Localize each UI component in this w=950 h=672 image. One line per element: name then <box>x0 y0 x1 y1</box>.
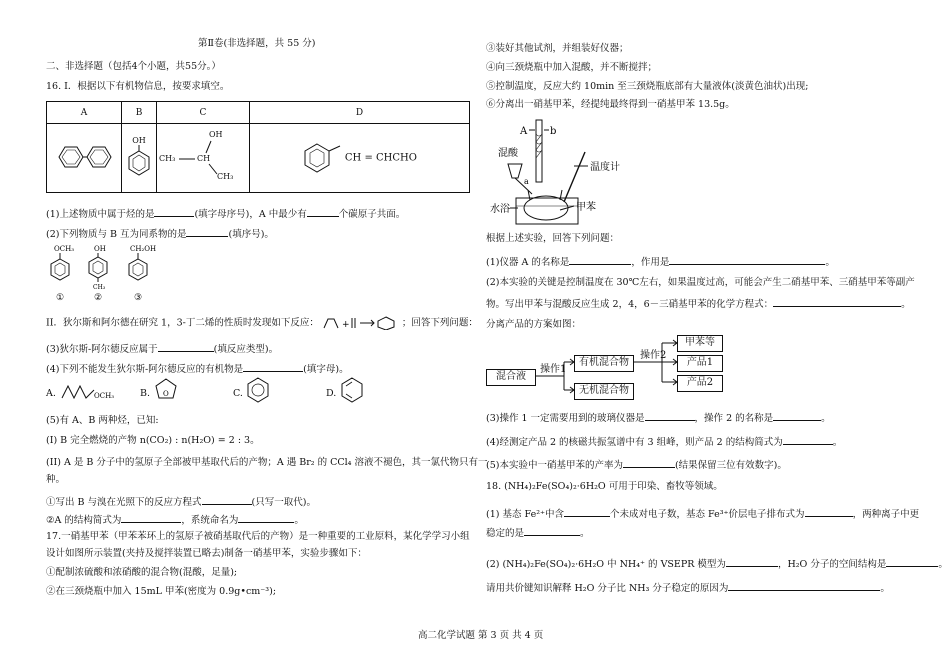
apparatus-diagram <box>490 114 640 226</box>
q17-intro-2: 设计如图所示装置(夹持及搅拌装置已略去)制备一硝基甲苯，实验步骤如下： <box>46 548 367 559</box>
apparatus-label-a: A <box>520 126 528 137</box>
q17-1-blank-2[interactable] <box>669 254 825 265</box>
q17-1-blank-1[interactable] <box>569 254 631 265</box>
m2-oh-label: OH <box>94 245 106 253</box>
molecule-d-cinnamaldehyde <box>250 124 470 193</box>
q17-2: (2)本实验的关键是控制温度在 30℃左右，如果温度过高，可能会产生二硝基甲苯、三硝基甲苯等副产 <box>486 277 915 288</box>
c-oh-label: OH <box>209 130 223 139</box>
q17-intro-1: 17.一硝基甲苯（甲苯苯环上的氢原子被硝基取代后的产物）是一种重要的工业原料，某化学学习小组 <box>46 531 470 542</box>
part-title: 第Ⅱ卷(非选择题，共 55 分) <box>198 38 316 49</box>
scheme-op2-label: 操作2 <box>640 350 667 361</box>
q16-3: (3)狄尔斯-阿尔德反应属于 (填反应类型)。 <box>46 341 278 356</box>
m2-number: ② <box>94 293 103 303</box>
diels-alder-reaction <box>322 316 402 330</box>
col-b-header: B <box>122 102 157 124</box>
cinnamaldehyde-chain: CH = CHCHO <box>344 152 417 164</box>
molecule-b-phenol <box>122 124 157 193</box>
svg-text:OCH₃: OCH₃ <box>94 392 115 400</box>
q17-step-5: ⑤控制温度，反应大约 10min 至三颈烧瓶底部有大量液体(淡黄色油状)出现; <box>486 81 809 92</box>
scheme-toluene-box: 甲苯等 <box>677 335 723 352</box>
scheme-op1-label: 操作1 <box>540 364 567 375</box>
q16-1-blank-2[interactable] <box>307 206 339 217</box>
section-title: 二、非选择题（包括4个小题，共55分。） <box>46 61 221 72</box>
phenol-oh-label: OH <box>132 136 146 145</box>
q16-4-option-a: A. <box>46 388 56 399</box>
q17-4: (4)经测定产品 2 的核磁共振氢谱中有 3 组峰，则产品 2 的结构简式为 。 <box>486 434 842 449</box>
q16-part2: II．狄尔斯和阿尔德在研究 1，3-丁二烯的性质时发现如下反应： + ；回答下列问题： <box>46 317 478 330</box>
q17-step-6: ⑥分离出一硝基甲苯，经提纯最终得到一硝基甲苯 13.5g。 <box>486 99 735 110</box>
option-b-furan <box>152 376 180 404</box>
m1-och3-label: OCH₃ <box>54 245 75 253</box>
biphenyl-structure <box>49 137 119 177</box>
c-ch3-right-label: CH₃ <box>217 172 234 181</box>
q18-2-blank-3[interactable] <box>728 580 880 591</box>
col-c-header: C <box>157 102 250 124</box>
q16-1-blank-1[interactable] <box>154 206 194 217</box>
q17-1: (1)仪器 A 的名称是 ，作用是 。 <box>486 254 835 269</box>
scheme-inorganic-box: 无机混合物 <box>574 383 634 400</box>
molecule-table <box>46 101 470 193</box>
q16-4: (4)下列不能发生狄尔斯-阿尔德反应的有机物是 (填字母)。 <box>46 361 349 376</box>
q16-2: (2)下列物质与 B 互为同系物的是 (填序号)。 <box>46 226 274 241</box>
q17-step-4: ④向三颈烧瓶中加入混酸，并不断搅拌； <box>486 62 658 73</box>
q16-5-sub1: ①写出 B 与溴在光照下的反应方程式 (只写一取代)。 <box>46 494 316 509</box>
molecule-c-2-propanol <box>157 124 250 193</box>
q18-2-blank-2[interactable] <box>886 556 938 567</box>
col-a-header: A <box>47 102 122 124</box>
page-footer: 高二化学试题 第 3 页 共 4 页 <box>418 630 544 641</box>
q18-1-cont: 稳定的是 。 <box>486 525 590 540</box>
q16-2-structures <box>40 240 190 308</box>
q17-2-cont: 物。写出甲苯与混酸反应生成 2，4，6－三硝基甲苯的化学方程式： 。 <box>486 296 911 311</box>
q16-4-option-d: D. <box>326 388 337 399</box>
q16-5-sub2-blank-1[interactable] <box>121 512 181 523</box>
option-c-benzene <box>244 376 272 406</box>
propanol-bonds <box>159 128 247 188</box>
molecule-a-biphenyl <box>47 124 122 193</box>
q18-1-blank-2[interactable] <box>805 506 853 517</box>
svg-text:+: + <box>341 320 350 330</box>
q16-3-blank[interactable] <box>158 341 214 352</box>
q17-5-blank[interactable] <box>623 457 675 468</box>
q16-intro: 16. I．根据以下有机物信息，按要求填空。 <box>46 81 230 92</box>
apparatus-label-b: b <box>550 126 557 137</box>
q17-scheme-title: 分离产品的方案如图： <box>486 319 582 330</box>
toluene-label: 甲苯 <box>576 202 596 213</box>
q18-2-blank-1[interactable] <box>726 556 778 567</box>
option-a-structure <box>58 378 120 404</box>
q17-answer-intro: 根据上述实验，回答下列问题： <box>486 233 620 244</box>
q16-5-sub2: ②A 的结构简式为 ，系统命名为 。 <box>46 512 304 527</box>
c-ch-label: CH <box>197 154 211 163</box>
q17-3-blank-1[interactable] <box>645 410 695 421</box>
q16-5-condition-2-cont: 种。 <box>46 474 66 485</box>
q16-4-option-b: B. <box>140 388 151 399</box>
thermometer-label: 温度计 <box>590 162 620 173</box>
q18-intro: 18. (NH₄)₂Fe(SO₄)₂·6H₂O 可用于印染、畜牧等领域。 <box>486 481 723 492</box>
q16-4-blank[interactable] <box>243 361 303 372</box>
q18-1-blank-3[interactable] <box>524 525 580 536</box>
q18-1: (1) 基态 Fe²⁺中含 个未成对电子数，基态 Fe³⁺价层电子排布式为 ，两种离子中更 <box>486 506 919 521</box>
scheme-product2-box: 产品2 <box>677 375 723 392</box>
svg-text:O: O <box>163 390 169 398</box>
q17-5: (5)本实验中一硝基甲苯的产率为 (结果保留三位有效数字)。 <box>486 457 787 472</box>
cinnamaldehyde-ring <box>302 140 342 176</box>
scheme-product1-box: 产品1 <box>677 355 723 372</box>
q16-4-option-c: C. <box>233 388 243 399</box>
scheme-arrows <box>534 336 679 402</box>
q16-2-blank[interactable] <box>186 226 228 237</box>
m3-number: ③ <box>134 293 143 303</box>
q18-2-cont: 请用共价键知识解释 H₂O 分子比 NH₃ 分子稳定的原因为 。 <box>486 580 890 595</box>
col-d-header: D <box>250 102 470 124</box>
phenol-structure <box>124 145 154 177</box>
q16-5-sub1-blank[interactable] <box>202 494 252 505</box>
q16-5-sub2-blank-2[interactable] <box>238 512 294 523</box>
m2-ch3-label: CH₃ <box>93 284 106 291</box>
q17-4-blank[interactable] <box>783 434 833 445</box>
q17-3: (3)操作 1 一定需要用到的玻璃仪器是 ，操作 2 的名称是 。 <box>486 410 831 425</box>
q18-1-blank-1[interactable] <box>564 506 610 517</box>
q18-2: (2) (NH₄)₂Fe(SO₄)₂·6H₂O 中 NH₄⁺ 的 VSEPR 模型为 ，H₂O 分子的空间结构是 。 <box>486 556 948 571</box>
q16-5: (5)有 A、B 两种烃，已知: <box>46 415 159 426</box>
scheme-organic-box: 有机混合物 <box>574 355 634 372</box>
m1-number: ① <box>56 293 65 303</box>
q17-2-blank[interactable] <box>773 296 901 307</box>
water-bath-label: 水浴 <box>490 204 510 215</box>
apparatus-label-a-small: a <box>524 177 529 186</box>
q16-5-condition-1: (I) B 完全燃烧的产物 n(CO₂) : n(H₂O) = 2 : 3。 <box>46 435 260 446</box>
q17-step-2: ②在三颈烧瓶中加入 15mL 甲苯(密度为 0.9g•cm⁻³); <box>46 586 277 597</box>
q17-3-blank-2[interactable] <box>773 410 821 421</box>
q17-step-1: ①配制浓硫酸和浓硝酸的混合物(混酸，足量); <box>46 567 238 578</box>
q17-step-3: ③装好其他试剂，并组装好仪器； <box>486 43 629 54</box>
m3-ch2oh-label: CH₂OH <box>130 245 157 253</box>
mixed-acid-label: 混酸 <box>498 148 518 159</box>
q16-1: (1)上述物质中属于烃的是 (填字母序号)，A 中最少有 个碳原子共面。 <box>46 206 405 221</box>
q16-5-condition-2: (II) A 是 B 分子中的氢原子全部被甲基取代后的产物；A 遇 Br₂ 的 CCl₄ 溶液不褪色，其一氯代物只有一 <box>46 457 488 468</box>
scheme-mixture-box: 混合液 <box>486 369 536 386</box>
option-d-cyclohexadiene <box>338 376 366 406</box>
c-ch3-left-label: CH₃ <box>159 154 176 163</box>
